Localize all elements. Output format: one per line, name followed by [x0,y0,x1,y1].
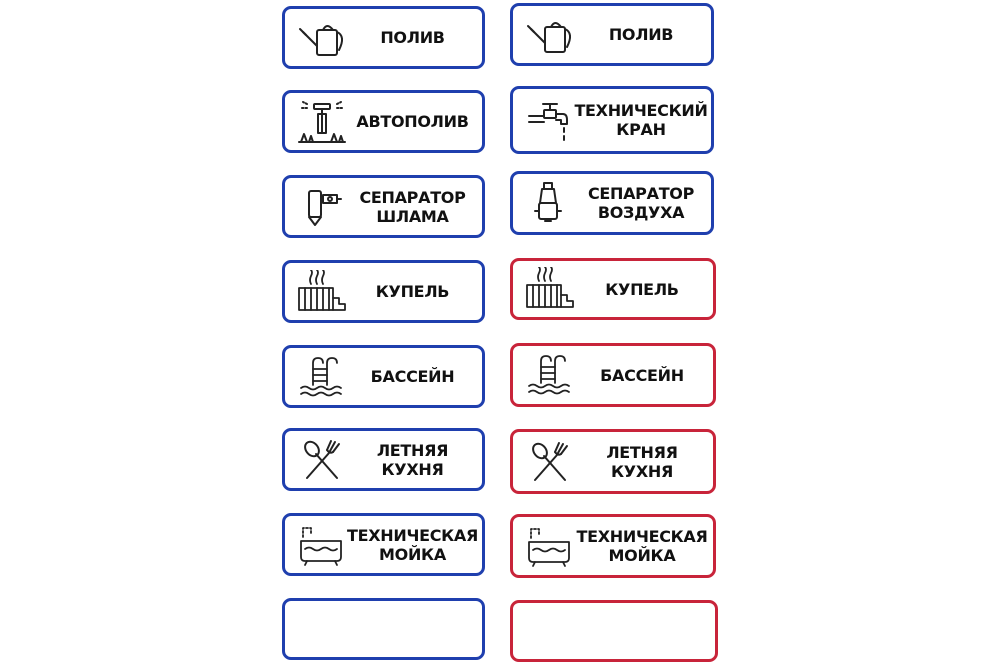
label-left-2-line1: АВТОПОЛИВ [356,112,469,131]
label-right-8-blank [510,600,718,662]
label-right-6-line2: КУХНЯ [611,461,673,481]
label-right-1 [510,3,714,66]
label-left-2 [282,90,485,153]
label-right-3-line1: СЕПАРАТОР [587,184,695,203]
label-left-5-line1: БАССЕЙН [370,367,455,386]
label-left-4 [282,260,485,323]
label-right-2-line2: КРАН [616,120,666,139]
label-right-4 [510,258,716,320]
pool-ladder-icon [297,355,347,399]
label-right-3-line2: ВОЗДУХА [597,203,685,222]
label-left-3-line2: ШЛАМА [376,206,449,226]
air-separator-icon [525,181,575,225]
label-right-4-line1: КУПЕЛЬ [605,279,679,299]
water-tap-icon [525,98,575,142]
label-left-6-line1: ЛЕТНЯЯ [376,440,449,460]
label-left-6 [282,428,485,491]
label-right-1-line1: ПОЛИВ [608,25,674,44]
label-left-1-line1: ПОЛИВ [380,28,445,47]
pool-ladder-icon [525,353,575,397]
label-right-5 [510,343,716,407]
label-left-7-line1: ТЕХНИЧЕСКАЯ [346,525,479,545]
label-right-5-line1: БАССЕЙН [600,365,684,385]
label-right-6-line1: ЛЕТНЯЯ [606,442,678,462]
label-right-3 [510,171,714,235]
label-left-4-line1: КУПЕЛЬ [375,282,450,301]
sprinkler-icon [297,100,347,144]
sludge-separator-icon [297,185,347,229]
label-left-5 [282,345,485,408]
label-left-1 [282,6,485,69]
watering-can-icon [525,13,575,57]
label-right-7 [510,514,716,578]
spoon-fork-icon [525,440,575,484]
watering-can-icon [297,16,347,60]
radiator-stairs-icon [525,267,575,311]
label-left-7 [282,513,485,576]
label-left-7-line2: МОЙКА [379,544,446,564]
label-right-2-line1: ТЕХНИЧЕСКИЙ [574,101,708,120]
sink-icon [297,523,347,567]
sink-icon [525,524,575,568]
label-left-3-line1: СЕПАРАТОР [359,187,466,207]
label-left-3 [282,175,485,238]
radiator-stairs-icon [297,270,347,314]
label-left-8-blank [282,598,485,660]
label-right-6 [510,429,716,494]
label-left-6-line2: КУХНЯ [381,459,444,479]
spoon-fork-icon [297,438,347,482]
label-right-7-line1: ТЕХНИЧЕСКАЯ [576,527,708,546]
label-right-2 [510,86,714,154]
label-right-7-line2: МОЙКА [608,546,676,565]
